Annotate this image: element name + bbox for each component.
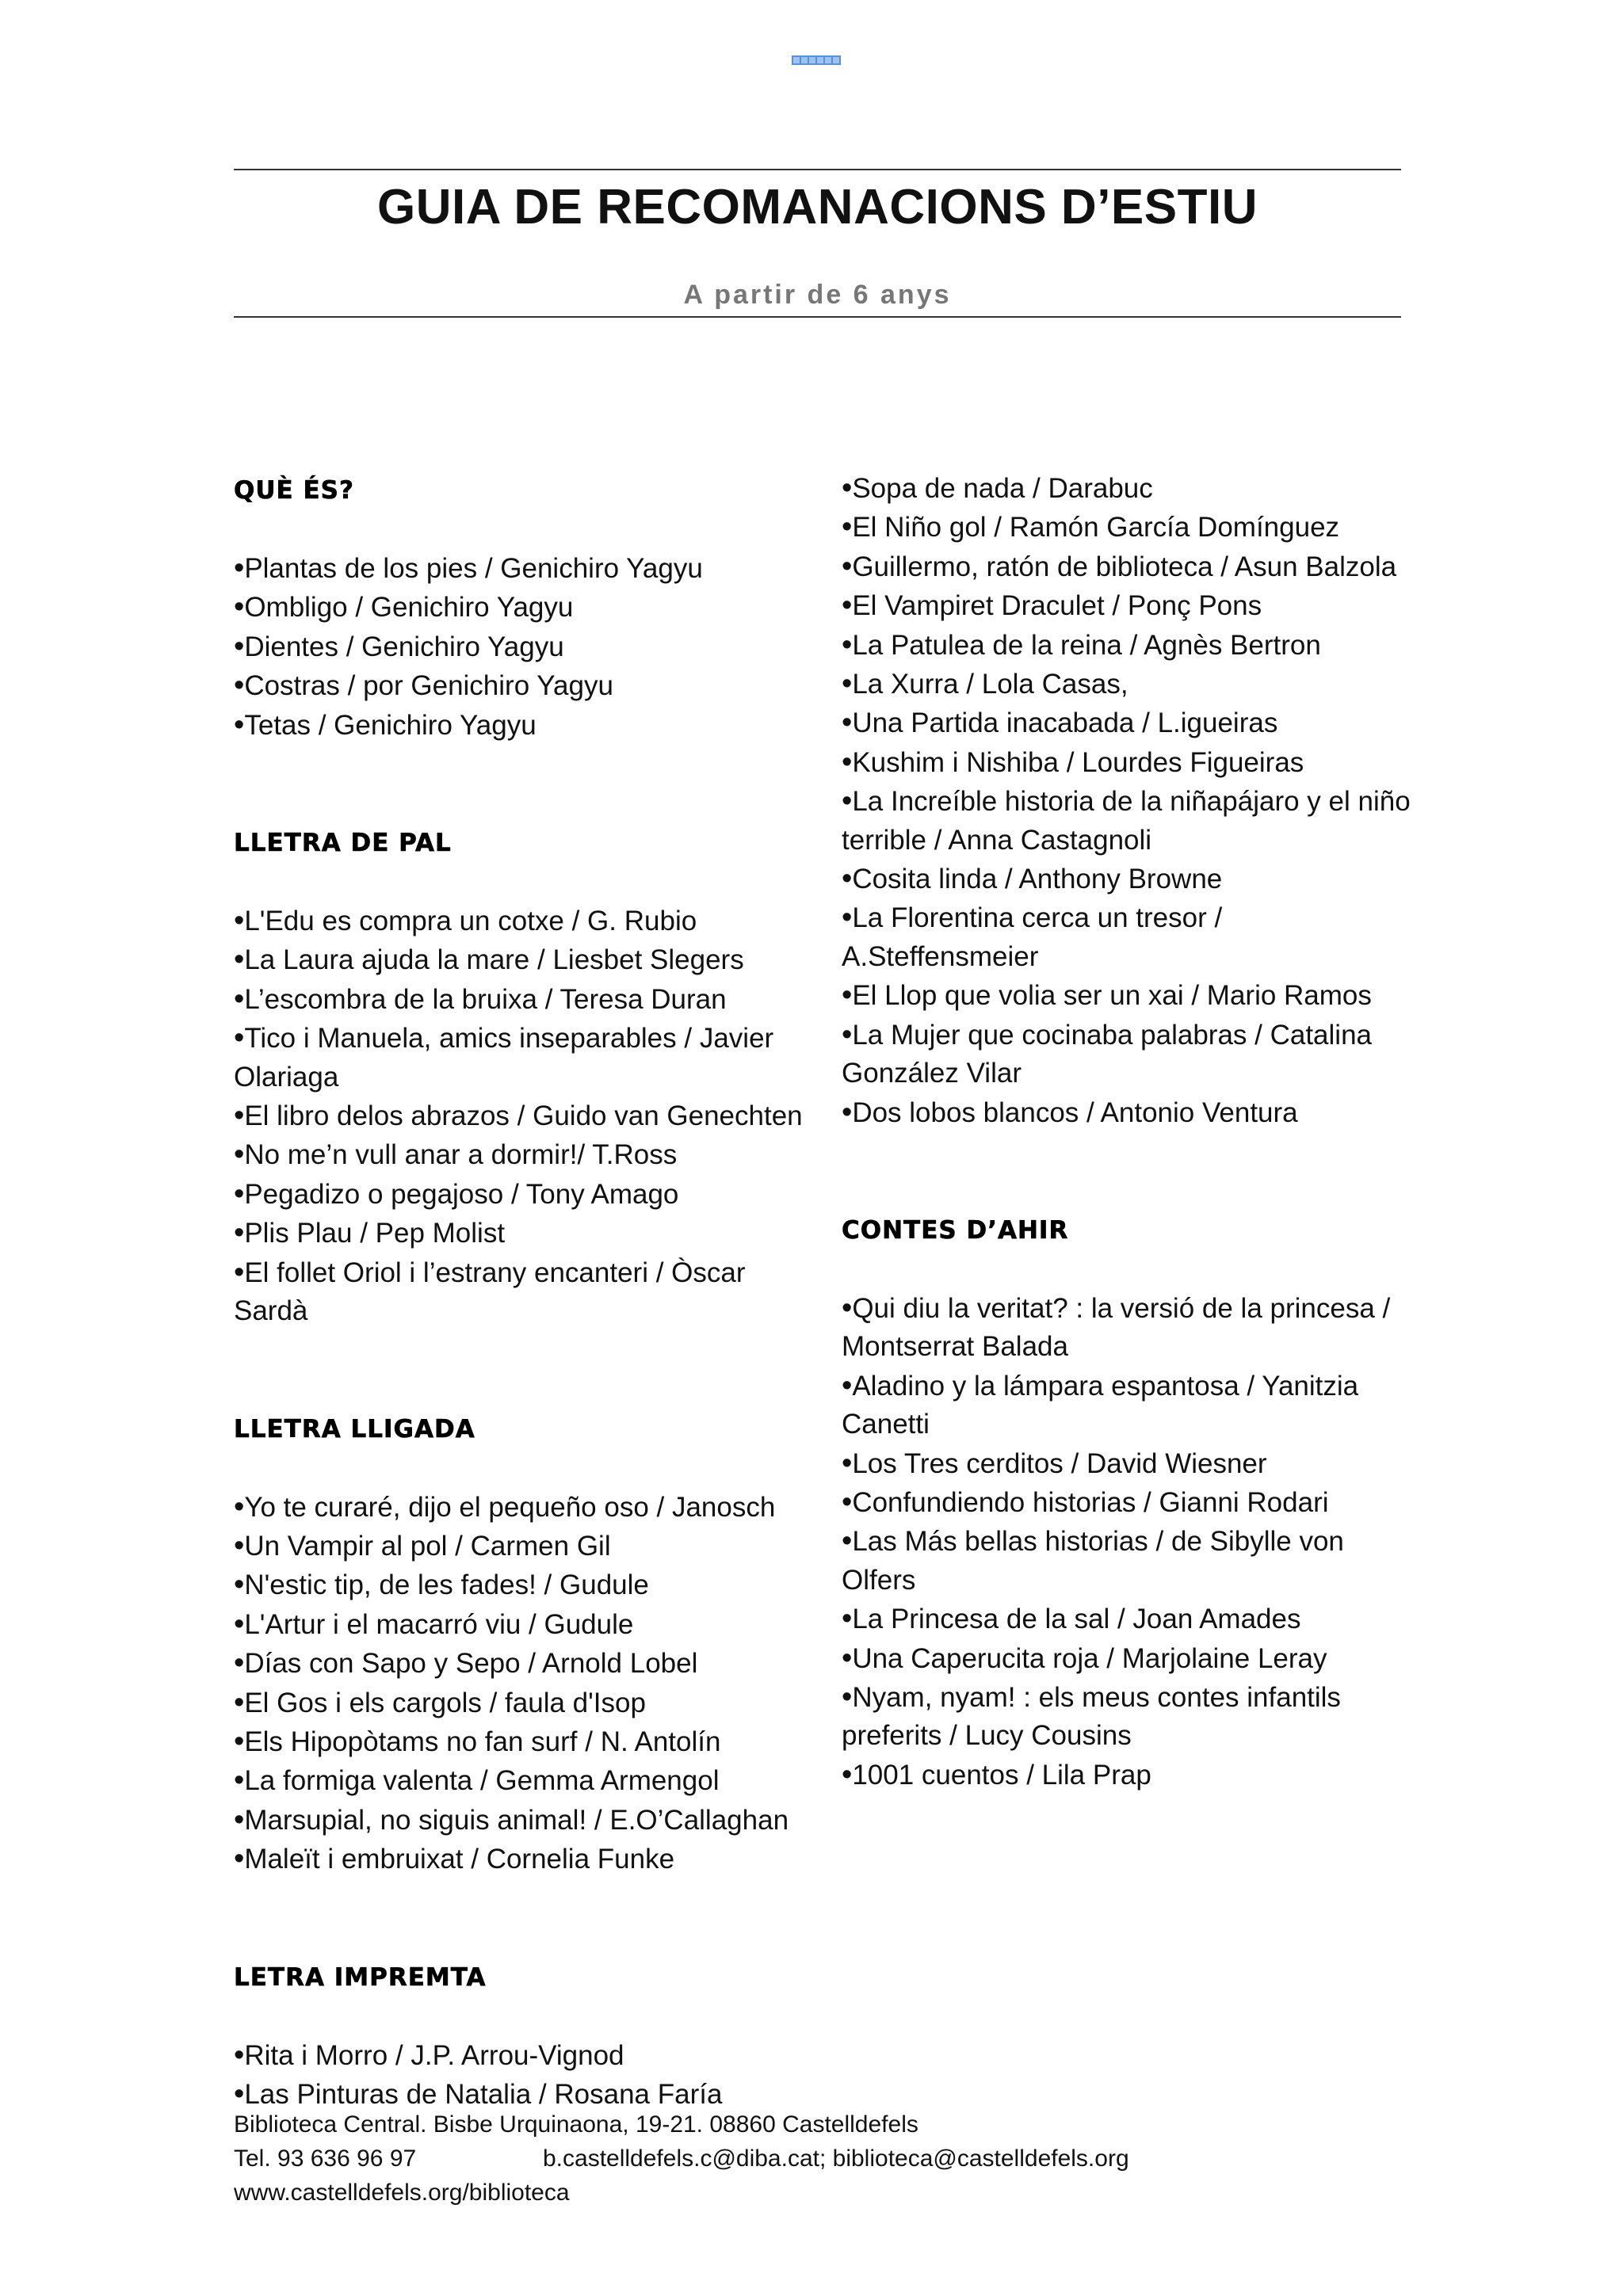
right-column <box>842 469 1412 1794</box>
section-heading-lletra-lligada: LLETRA LLIGADA <box>234 1414 475 1444</box>
list-lletra-lligada <box>234 1488 804 1879</box>
section-heading-que-es: QUÈ ÉS? <box>234 476 354 505</box>
left-column <box>234 471 804 2114</box>
list-item: • El Gos i els cargols / faula d'Isop <box>234 1684 804 1722</box>
list-contes-dahir <box>842 1289 1412 1794</box>
list-item: • L’escombra de la bruixa / Teresa Duran <box>234 980 804 1019</box>
list-item: • La Florentina cerca un tresor / A.Steffensmeier <box>842 898 1412 976</box>
list-item: • Plis Plau / Pep Molist <box>234 1214 804 1253</box>
list-lletra-de-pal <box>234 902 804 1330</box>
list-item: • L'Artur i el macarró viu / Gudule <box>234 1605 804 1644</box>
list-item: • La formiga valenta / Gemma Armengol <box>234 1761 804 1800</box>
footer-contact-line <box>234 2142 1401 2176</box>
list-item: • Dientes / Genichiro Yagyu <box>234 627 804 666</box>
list-item: • Plantas de los pies / Genichiro Yagyu <box>234 549 804 588</box>
page-subtitle: A partir de 6 anys <box>683 280 952 310</box>
footer-phone: Tel. 93 636 96 97 <box>234 2145 417 2172</box>
list-item: • Confundiendo historias / Gianni Rodari <box>842 1483 1412 1522</box>
footer-website-link[interactable]: www.castelldefels.org/biblioteca <box>234 2180 570 2206</box>
section-heading-contes-dahir: CONTES D’AHIR <box>842 1215 1069 1245</box>
list-item: • Días con Sapo y Sepo / Arnold Lobel <box>234 1644 804 1683</box>
list-item: • Las Más bellas historias / de Sibylle von Olfers <box>842 1522 1412 1600</box>
list-item: • Tico i Manuela, amics inseparables / Javier Olariaga <box>234 1019 804 1097</box>
list-item: • El libro delos abrazos / Guido van Genechten <box>234 1097 804 1135</box>
list-item: • El follet Oriol i l’estrany encanteri / Òscar Sardà <box>234 1253 804 1331</box>
list-item: • El Vampiret Draculet / Ponç Pons <box>842 586 1412 625</box>
list-item: • Marsupial, no siguis animal! / E.O’Callaghan <box>234 1801 804 1840</box>
list-item: • La Patulea de la reina / Agnès Bertron <box>842 626 1412 665</box>
header-top-rule <box>234 169 1401 170</box>
list-item: • Aladino y la lámpara espantosa / Yanitzia Canetti <box>842 1367 1412 1444</box>
list-item: • Nyam, nyam! : els meus contes infantils preferits / Lucy Cousins <box>842 1678 1412 1756</box>
list-item: • Un Vampir al pol / Carmen Gil <box>234 1527 804 1566</box>
list-item: • Kushim i Nishiba / Lourdes Figueiras <box>842 743 1412 782</box>
list-item: • La Laura ajuda la mare / Liesbet Slegers <box>234 940 804 979</box>
list-item: • N'estic tip, de les fades! / Gudule <box>234 1566 804 1604</box>
list-item: • Cosita linda / Anthony Browne <box>842 860 1412 898</box>
list-item: • Yo te curaré, dijo el pequeño oso / Janosch <box>234 1488 804 1527</box>
list-item: • L'Edu es compra un cotxe / G. Rubio <box>234 902 804 940</box>
list-right-continued <box>842 469 1412 1132</box>
list-item: • Una Partida inacabada / L.igueiras <box>842 704 1412 742</box>
list-item: • La Xurra / Lola Casas, <box>842 665 1412 704</box>
list-item: • La Mujer que cocinaba palabras / Catalina González Vilar <box>842 1016 1412 1093</box>
library-logo-icon <box>792 55 841 65</box>
list-item: • Las Pinturas de Natalia / Rosana Faría <box>234 2075 804 2114</box>
list-item: • Costras / por Genichiro Yagyu <box>234 666 804 705</box>
list-item: • No me’n vull anar a dormir!/ T.Ross <box>234 1135 804 1174</box>
list-item: • Sopa de nada / Darabuc <box>842 469 1412 508</box>
list-item: • Tetas / Genichiro Yagyu <box>234 706 804 745</box>
list-item: • Una Caperucita roja / Marjolaine Leray <box>842 1639 1412 1678</box>
list-item: • Dos lobos blancos / Antonio Ventura <box>842 1093 1412 1132</box>
list-letra-impremta <box>234 2036 804 2115</box>
list-item: • Qui diu la veritat? : la versió de la princesa / Montserrat Balada <box>842 1289 1412 1367</box>
list-que-es <box>234 549 804 745</box>
header-bottom-rule <box>234 316 1401 318</box>
list-item: • 1001 cuentos / Lila Prap <box>842 1756 1412 1794</box>
list-item: • Los Tres cerditos / David Wiesner <box>842 1444 1412 1483</box>
section-heading-lletra-de-pal: LLETRA DE PAL <box>234 829 452 858</box>
footer-address: Biblioteca Central. Bisbe Urquinaona, 19-21. 08860 Castelldefels <box>234 2111 918 2138</box>
list-item: • Ombligo / Genichiro Yagyu <box>234 588 804 627</box>
list-item: • El Niño gol / Ramón García Domínguez <box>842 508 1412 547</box>
list-item: • Rita i Morro / J.P. Arrou-Vignod <box>234 2036 804 2075</box>
list-item: • Pegadizo o pegajoso / Tony Amago <box>234 1175 804 1214</box>
list-item: • El Llop que volia ser un xai / Mario Ramos <box>842 976 1412 1015</box>
list-item: • Guillermo, ratón de biblioteca / Asun Balzola <box>842 547 1412 586</box>
list-item: • La Princesa de la sal / Joan Amades <box>842 1600 1412 1638</box>
section-heading-letra-impremta: LETRA IMPREMTA <box>234 1962 487 1992</box>
page-footer <box>234 2107 1401 2210</box>
footer-emails[interactable]: b.castelldefels.c@diba.cat; biblioteca@castelldefels.org <box>543 2145 1129 2172</box>
list-item: • Els Hipopòtams no fan surf / N. Antolín <box>234 1722 804 1761</box>
page-title: GUIA DE RECOMANACIONS D’ESTIU <box>376 180 1258 235</box>
list-item: • Maleït i embruixat / Cornelia Funke <box>234 1840 804 1878</box>
list-item: • La Increíble historia de la niñapájaro y el niño terrible / Anna Castagnoli <box>842 782 1412 860</box>
